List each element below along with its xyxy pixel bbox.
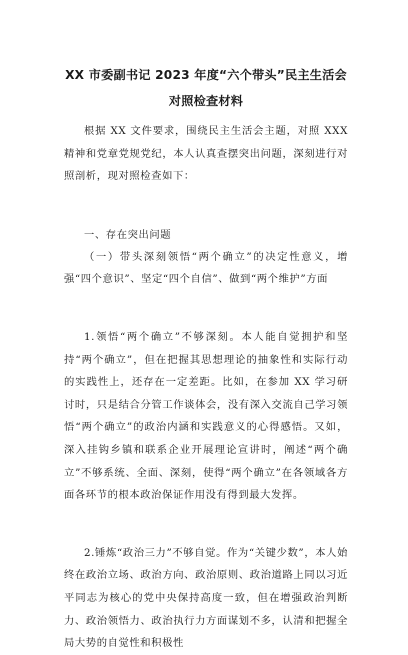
subsection-heading: （一）带头深刻领悟“两个确立”的决定性意义，增强“四个意识”、坚定“四个自信”、做到“两个维护”方面 <box>64 250 348 286</box>
intro-paragraph: 根据 XX 文件要求，围绕民主生活会主题，对照 XXX 精神和党章党规党纪，本人认真查摆突出问题，深刻进行对照剖析，现对照检查如下： <box>64 125 348 183</box>
document-title-line1: XX 市委副书记 2023 年度“六个带头”民主生活会 <box>65 68 347 82</box>
item-paragraph-1: 1.领悟“两个确立”不够深刻。本人能自觉拥护和坚持“两个确立”，但在把握其思想理论的抽象性和实际行动的实践性上，还存在一定差距。比如，在参加 XX 学习研讨时，只是结合分管工作谈体会，没有深入交流自己学习领悟“两个确立”的政治内涵和实践意义的心得感悟。又如，深入挂钩乡镇和联系企业开展理论宣讲时，阐述“两个确立”不够系统、全面、深刻，使得“两个确立”在各领域各方面各环节的根本政治保证作用没有得到最大发挥。 <box>64 330 348 502</box>
section-heading: 一、存在突出问题 <box>84 228 172 241</box>
document-title-line2: 对照检查材料 <box>168 94 244 108</box>
item-paragraph-2: 2.锤炼“政治三力”不够自觉。作为“关键少数”，本人始终在政治立场、政治方向、政治原则、政治道路上同以习近平同志为核心的党中央保持高度一致，但在增强政治判断力、政治领悟力、政治执行力方面谋划不多，认清和把握全局大势的自觉性和积极性 <box>64 546 348 650</box>
